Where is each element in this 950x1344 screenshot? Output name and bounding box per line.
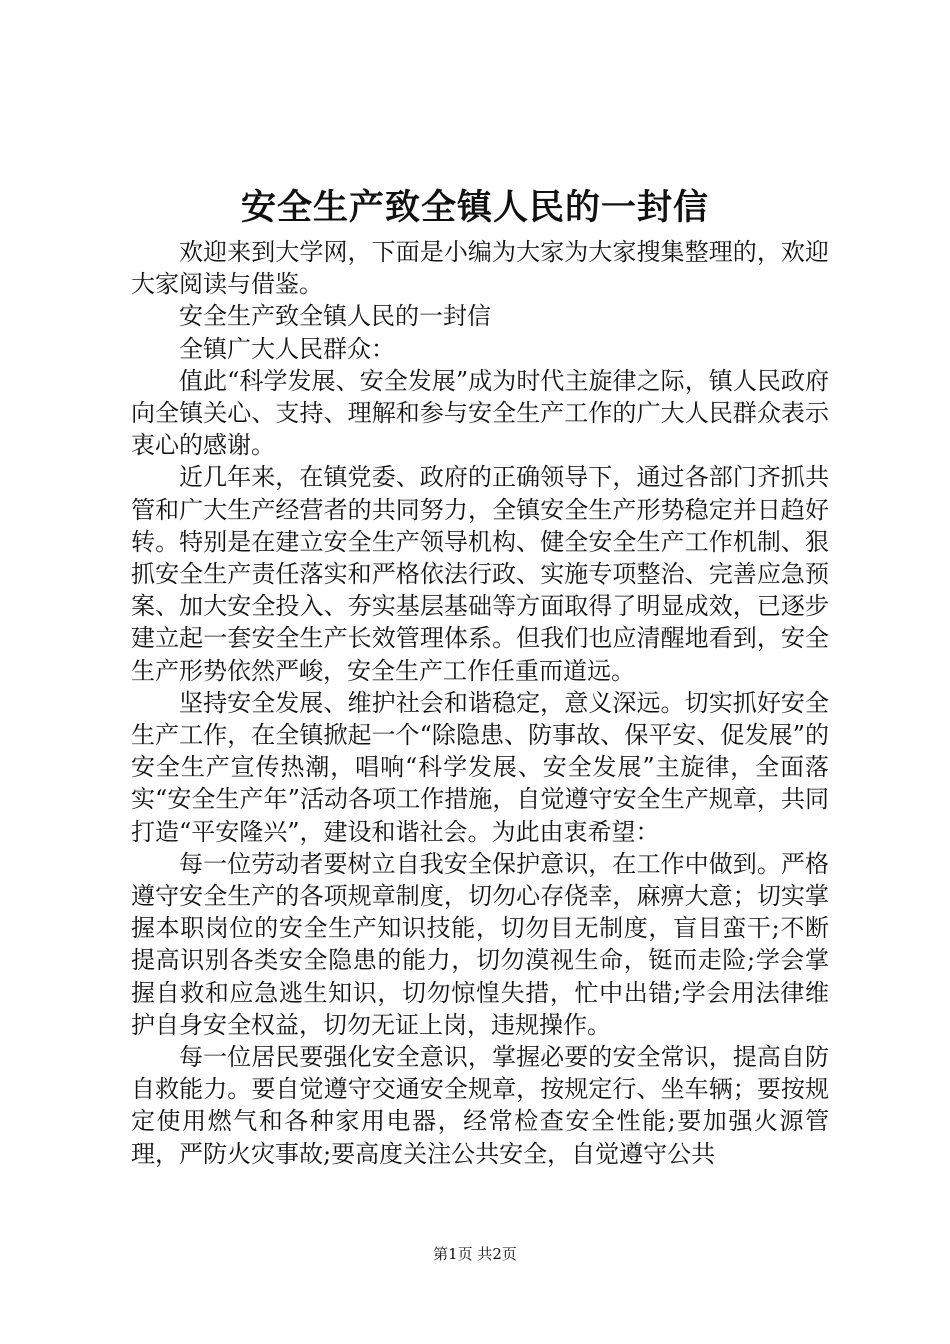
page-footer: 第1页 共2页 bbox=[433, 1245, 517, 1263]
paragraph-development: 坚持安全发展、维护社会和谐稳定，意义深远。切实抓好安全生产工作，在全镇掀起一个“除隐患、防事故、保平安、促发展”的安全生产宣传热潮，唱响“科学发展、安全发展”主旋律，全面落实“安全生产年”活动各项工作措施，自觉遵守安全生产规章，共同打造“平安隆兴”，建设和谐社会。为此由衷希望： bbox=[131, 688, 829, 846]
paragraph-progress: 近几年来，在镇党委、政府的正确领导下，通过各部门齐抓共管和广大生产经营者的共同努力，全镇安全生产形势稳定并日趋好转。特别是在建立安全生产领导机构、健全安全生产工作机制、狠抓安全生产责任落实和严格依法行政、实施专项整治、完善应急预案、加大安全投入、夯实基层基础等方面取得了明显成效，已逐步建立起一套安全生产长效管理体系。但我们也应清醒地看到，安全生产形势依然严峻，安全生产工作任重而道远。 bbox=[131, 463, 829, 685]
paragraph-intro: 欢迎来到大学网，下面是小编为大家为大家搜集整理的，欢迎大家阅读与借鉴。 bbox=[131, 238, 829, 299]
document-title: 安全生产致全镇人民的一封信 bbox=[240, 187, 709, 228]
paragraph-workers: 每一位劳动者要树立自我安全保护意识，在工作中做到。严格遵守安全生产的各项规章制度，切勿心存侥幸，麻痹大意；切实掌握本职岗位的安全生产知识技能，切勿目无制度，盲目蛮干;不断提高识别各类安全隐患的能力，切勿漠视生命，铤而走险;学会掌握自救和应急逃生知识，切勿惊惶失措，忙中出错;学会用法律维护自身安全权益，切勿无证上岗，违规操作。 bbox=[131, 849, 829, 1039]
paragraph-letter-title: 安全生产致全镇人民的一封信 bbox=[179, 302, 491, 331]
paragraph-residents: 每一位居民要强化安全意识，掌握必要的安全常识，提高自防自救能力。要自觉遵守交通安全规章，按规定行、坐车辆；要按规定使用燃气和各种家用电器，经常检查安全性能;要加强火源管理，严防火灾事故;要高度关注公共安全，自觉遵守公共 bbox=[131, 1043, 829, 1168]
paragraph-salutation: 全镇广大人民群众： bbox=[179, 334, 395, 363]
paragraph-thanks: 值此“科学发展、安全发展”成为时代主旋律之际，镇人民政府向全镇关心、支持、理解和参与安全生产工作的广大人民群众表示衷心的感谢。 bbox=[131, 366, 829, 460]
document-body bbox=[131, 236, 829, 1170]
